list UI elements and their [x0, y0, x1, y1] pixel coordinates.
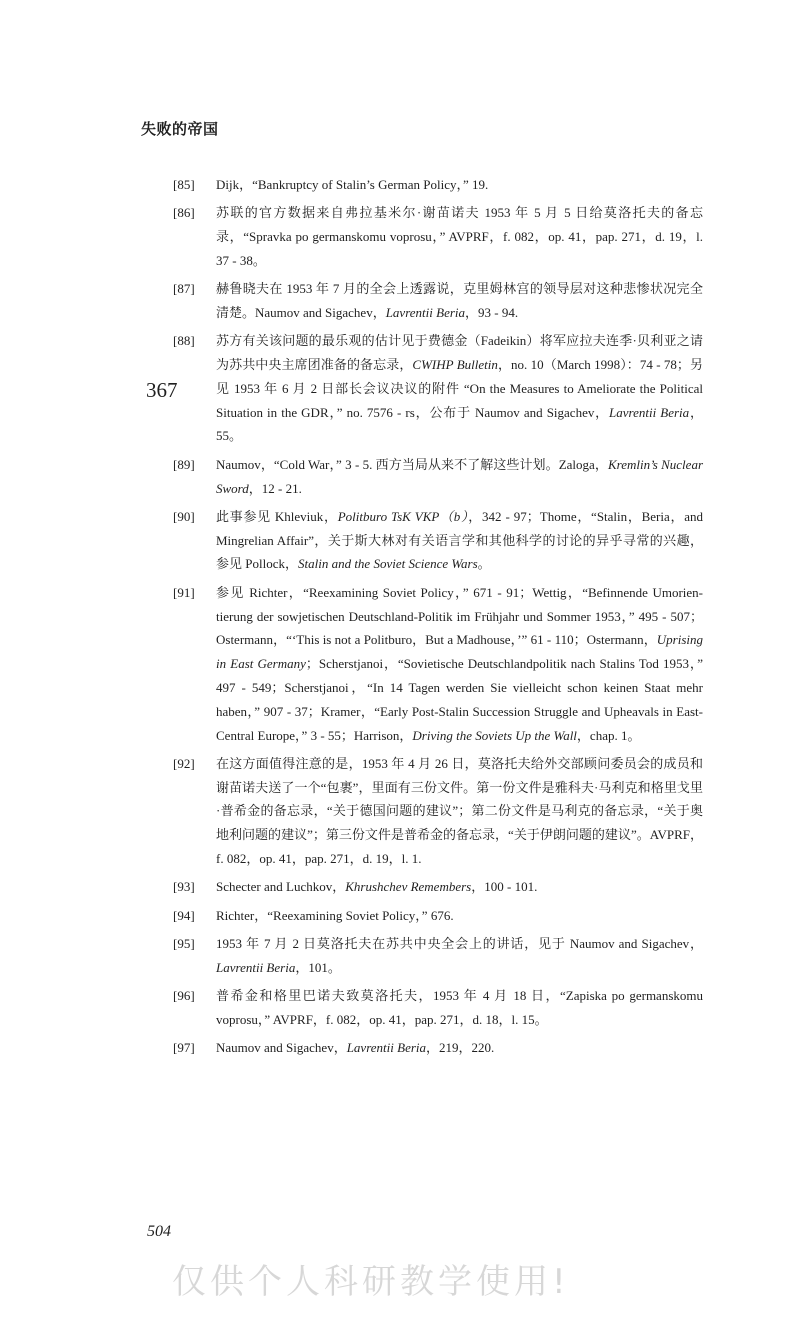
endnote-text — [216, 752, 703, 871]
endnote-number: [94] — [173, 907, 195, 923]
page-number: 504 — [147, 1223, 171, 1240]
endnote — [173, 932, 703, 980]
endnote-text-run: ，no. 10（March 1998）：74 - 78；另见 1953 年 6 月 2 日部长会议决议的附件 “On the Measures to Ameliorate the Political Situation in the GDR，” no. 7576 - rs，公布于 Naumov and Sigachev， — [216, 357, 703, 420]
endnote-text — [216, 277, 703, 325]
endnote-title-italic: Stalin and the Soviet Science Wars — [297, 556, 478, 572]
endnote-title-italic: Lavrentii Beria — [216, 959, 296, 975]
endnote-text-run: ；Scherstjanoi，“Sovietische Deutschlandpolitik nach Stalins Tod 1953，” 497 - 549；Scherstjanoi，“In 14 Tagen werden Sie vielleicht schon keinen Staat mehr haben，” 907 - 37；Kramer，“Early Post-Stalin Succession Struggle and Upheavals in East-Central Europe，” 3 - 55；Harrison， — [216, 656, 703, 743]
endnote-text — [216, 1036, 703, 1060]
endnote-title-italic: Lavrentii Beria — [385, 304, 466, 320]
endnote-text — [216, 984, 703, 1032]
endnote — [173, 984, 703, 1032]
endnote-text-run: ，100 - 101. — [471, 879, 538, 895]
endnote-title-italic: Kremlin’s Nuclear Sword — [216, 456, 704, 496]
endnotes-list — [173, 173, 703, 1064]
endnote — [173, 329, 703, 448]
endnote-number: [87] — [173, 281, 195, 297]
endnote-text-run: 普希金和格里巴诺夫致莫洛托夫，1953 年 4 月 18 日，“Zapiska po germanskomu voprosu，” AVPRF，f. 082，op. 41，pap. 271，d. 18，l. 15。 — [216, 988, 703, 1027]
endnote-title-italic: Uprising in East Germany — [216, 632, 703, 672]
endnote-text — [216, 329, 703, 448]
endnote-text-run: 苏方有关该问题的最乐观的估计见于费德金（Fadeikin）将军应拉夫连季·贝利亚之请为苏共中央主席团准备的备忘录， — [216, 333, 703, 373]
endnote-text-run: 在这方面值得注意的是，1953 年 4 月 26 日，莫洛托夫给外交部顾问委员会的成员和谢苗诺夫送了一个“包裹”，里面有三份文件。第一份文件是雅科夫·马利克和格里戈里·普希金的备忘录，“关于德国问题的建议”；第二份文件是马利克的备忘录，“关于奥地利问题的建议”；第三份文件是普希金的备忘录，“关于伊朗问题的建议”。AVPRF，f. 082，op. 41，pap. 271，d. 19，l. 1. — [216, 755, 703, 867]
endnote-text-run: ，12 - 21. — [248, 480, 302, 496]
endnote-text-run: 1953 年 7 月 2 日莫洛托夫在苏共中央全会上的讲话，见于 Naumov and Sigachev， — [216, 935, 703, 951]
endnote-number: [96] — [173, 988, 195, 1003]
endnote — [173, 505, 703, 576]
endnote-text-run: Richter，“Reexamining Soviet Policy，” 676. — [216, 907, 454, 923]
endnote-text — [216, 173, 703, 197]
endnote-text-run: Naumov，“Cold War，” 3 - 5. 西方当局从来不了解这些计划。Zaloga， — [216, 456, 608, 472]
endnote-text — [216, 932, 703, 980]
endnote-text-run: ，55。 — [216, 404, 703, 444]
endnote-text-run: ，93 - 94. — [465, 304, 519, 320]
endnote-text — [216, 505, 703, 576]
endnote-number: [92] — [173, 755, 195, 771]
endnote-text — [216, 453, 703, 501]
endnote-number: [91] — [173, 584, 195, 600]
margin-page-number: 367 — [146, 378, 178, 402]
endnote-text-run: Schecter and Luchkov， — [216, 879, 346, 895]
endnote-text-run: ，chap. 1。 — [576, 727, 641, 743]
endnote-number: [90] — [173, 508, 195, 524]
endnote-text-run: ，342 - 97；Thome，“Stalin，Beria，and Mingrelian Affair”，关于斯大林对有关语言学和其他科学的讨论的异乎寻常的兴趣，参见 Pollock， — [216, 508, 703, 572]
endnote-title-italic: Lavrentii Beria — [609, 404, 690, 420]
endnote-title-italic: CWIHP Bulletin — [412, 357, 498, 373]
endnote-number: [93] — [173, 879, 195, 895]
endnote — [173, 277, 703, 325]
endnote-text-run: 苏联的官方数据来自弗拉基米尔·谢苗诺夫 1953 年 5 月 5 日给莫洛托夫的备忘录，“Spravka po germanskomu voprosu，” AVPRF，f. 082，op. 41，pap. 271，d. 19，l. 37 - 38。 — [216, 205, 703, 268]
endnote — [173, 752, 703, 871]
endnote-text — [216, 904, 703, 928]
endnote-text-run: 参见 Richter，“Reexamining Soviet Policy，” 671 - 91；Wettig，“Befinnende Umorien-tierung der sowjetischen Deutschland-Politik im Frühjahr und Sommer 1953，” 495 - 507；Ostermann，“‘This is not a Politburo，But a Madhouse，’” 61 - 110；Ostermann， — [216, 584, 703, 648]
endnote-number: [95] — [173, 935, 195, 951]
endnote-title-italic: Khrushchev Remembers — [345, 879, 472, 895]
endnote — [173, 173, 703, 197]
endnote-text — [216, 875, 703, 899]
endnote — [173, 453, 703, 501]
endnote — [173, 201, 703, 272]
endnote-text-run: 。 — [477, 556, 491, 572]
endnote-text-run: Naumov and Sigachev， — [216, 1040, 347, 1056]
endnote — [173, 1036, 703, 1060]
endnote-number: [89] — [173, 456, 195, 472]
endnote-number: [88] — [173, 333, 195, 349]
endnote-number: [85] — [173, 177, 195, 192]
endnote-text-run: ，101。 — [295, 959, 341, 975]
endnote-text-run: Dijk，“Bankruptcy of Stalin’s German Policy，” 19. — [216, 177, 489, 192]
endnote-number: [97] — [173, 1040, 195, 1056]
endnote — [173, 904, 703, 928]
endnote — [173, 875, 703, 899]
endnote-text — [216, 581, 703, 748]
watermark: 仅供个人科研教学使用! — [172, 1262, 570, 1302]
endnote — [173, 581, 703, 748]
endnote-text-run: ，219，220. — [426, 1040, 495, 1056]
endnote-text-run: 赫鲁晓夫在 1953 年 7 月的全会上透露说，克里姆林宫的领导层对这种悲惨状况完全清楚。Naumov and Sigachev， — [216, 281, 703, 320]
endnote-title-italic: Lavrentii Beria — [346, 1040, 427, 1056]
endnote-text-run: 此事参见 Khleviuk， — [216, 508, 338, 524]
running-head: 失败的帝国 — [141, 120, 219, 138]
endnote-title-italic: Politburo TsK VKP（b） — [337, 508, 469, 524]
endnote-text — [216, 201, 703, 272]
endnote-title-italic: Driving the Soviets Up the Wall — [412, 727, 577, 743]
endnote-number: [86] — [173, 205, 195, 221]
